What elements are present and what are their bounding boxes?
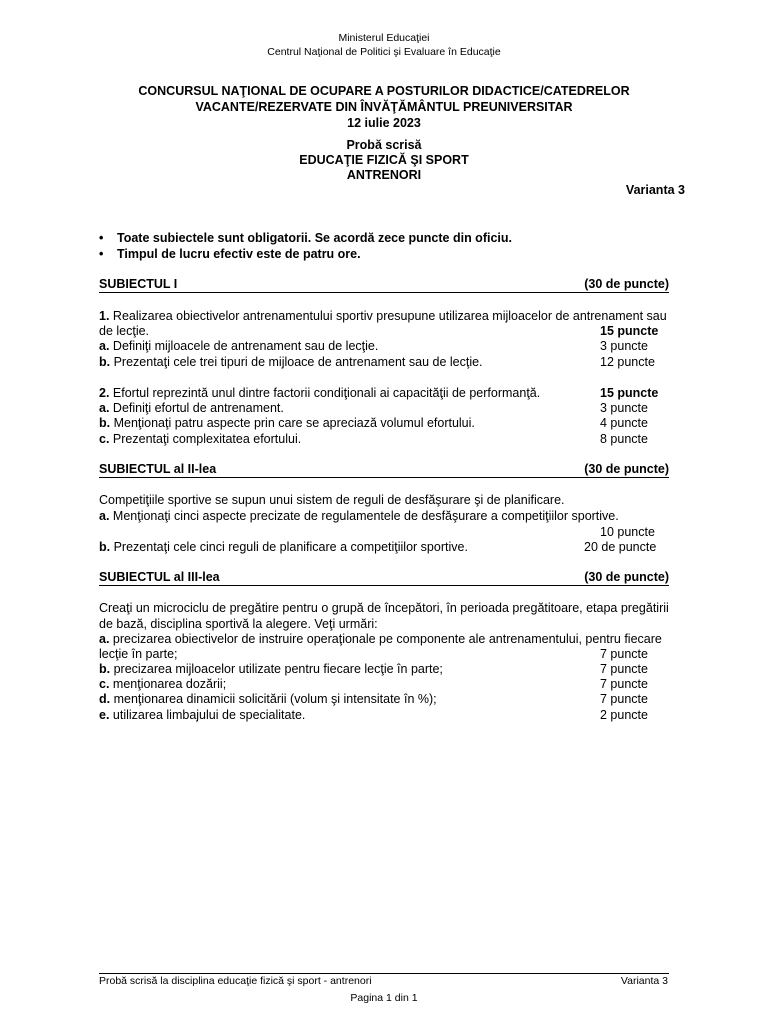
s3-a-points: 7 puncte [600,647,648,661]
specialization-name: ANTRENORI [346,168,422,182]
instructions-list [99,230,512,262]
s1-q1-text-line2: de lecţie. [99,324,150,338]
page-number: Pagina 1 din 1 [350,992,418,1004]
subject2-points: (30 de puncte) [584,462,669,476]
instruction-item: • Toate subiectele sunt obligatorii. Se acordă zece puncte din oficiu. [99,231,512,245]
s2-b-points: 20 de puncte [584,540,657,554]
s3-e-points: 2 puncte [600,708,648,722]
contest-title-line2: VACANTE/REZERVATE DIN ÎNVĂŢĂMÂNTUL PREUNIVERSITAR [195,100,573,114]
instruction-item: • Timpul de lucru efectiv este de patru ore. [99,247,361,261]
s1-q1-a: a. Definiţi mijloacele de antrenament sau de lecţie. [99,339,379,353]
s2-b: b. Prezentaţi cele cinci reguli de planificare a competiţiilor sportive. [99,540,468,554]
subject3-points: (30 de puncte) [584,570,669,584]
subject1-heading: SUBIECTUL I (30 de puncte) [99,277,669,291]
bullet-icon: • [99,231,104,245]
footer-exam-label: Probă scrisă la disciplina educaţie fizică şi sport - antrenori [99,975,372,987]
subject3-heading: SUBIECTUL al III-lea (30 de puncte) [99,570,669,584]
s3-b-points: 7 puncte [600,662,648,676]
s1-q1-a-points: 3 puncte [600,339,648,353]
s1-q2-c: c. Prezentaţi complexitatea efortului. [99,432,302,446]
s1-q1-text-line1: 1. Realizarea obiectivelor antrenamentului sportiv presupune utilizarea mijloacelor de antrenament sau [99,309,667,323]
s3-c: c. menţionarea dozării; [99,677,227,691]
exam-type: Probă scrisă [346,138,422,152]
s3-d: d. menţionarea dinamicii solicitării (volum şi intensitate în %); [99,692,437,706]
subject2-heading: SUBIECTUL al II-lea (30 de puncte) [99,462,669,476]
footer-divider [99,973,669,974]
s3-a-line2: lecţie în parte; [99,647,178,661]
s3-intro-line1: Creaţi un microciclu de pregătire pentru o grupă de începători, în perioada pregătitoare, etapa pregătirii [99,601,669,615]
s1-q2-b-points: 4 puncte [600,416,648,430]
s1-q1-b: b. Prezentaţi cele trei tipuri de mijloace de antrenament sau de lecţie. [99,355,483,369]
s3-e: e. utilizarea limbajului de specialitate. [99,708,306,722]
s1-q1-points: 15 puncte [600,324,659,338]
s1-q2-c-points: 8 puncte [600,432,648,446]
center-name: Centrul Naţional de Politici şi Evaluare în Educaţie [267,46,501,58]
variant-label: Varianta 3 [625,183,685,197]
s1-q2-a-points: 3 puncte [600,401,648,415]
s3-c-points: 7 puncte [600,677,648,691]
s1-q2-points: 15 puncte [600,386,659,400]
footer-variant: Varianta 3 [620,975,668,987]
s3-a-line1: a. precizarea obiectivelor de instruire operaţionale pe componente ale antrenamentului, pentru fiecare [99,632,662,646]
s2-a: a. Menţionaţi cinci aspecte precizate de regulamentele de desfăşurare a competiţiilor sportive. [99,509,619,523]
subject1-points: (30 de puncte) [584,277,669,291]
ministry-name: Ministerul Educaţiei [338,32,430,44]
s3-intro-line2: de bază, disciplina sportivă la alegere. Veţi urmări: [99,617,378,631]
exam-date: 12 iulie 2023 [347,116,421,130]
bullet-icon: • [99,247,104,261]
s1-q2-b: b. Menţionaţi patru aspecte prin care se apreciază volumul efortului. [99,416,475,430]
s2-a-points: 10 puncte [600,525,655,539]
contest-title-line1: CONCURSUL NAŢIONAL DE OCUPARE A POSTURILOR DIDACTICE/CATEDRELOR [138,84,630,98]
s1-q2-a: a. Definiţi efortul de antrenament. [99,401,284,415]
s3-d-points: 7 puncte [600,692,648,706]
s1-q1-b-points: 12 puncte [600,355,655,369]
s3-b: b. precizarea mijloacelor utilizate pentru fiecare lecţie în parte; [99,662,443,676]
discipline-name: EDUCAŢIE FIZICĂ ŞI SPORT [299,153,469,167]
s1-q2-text: 2. Efortul reprezintă unul dintre factorii condiţionali ai capacităţii de performanţă. [99,386,541,400]
s2-intro: Competiţiile sportive se supun unui sistem de reguli de desfăşurare şi de planificare. [99,493,565,507]
